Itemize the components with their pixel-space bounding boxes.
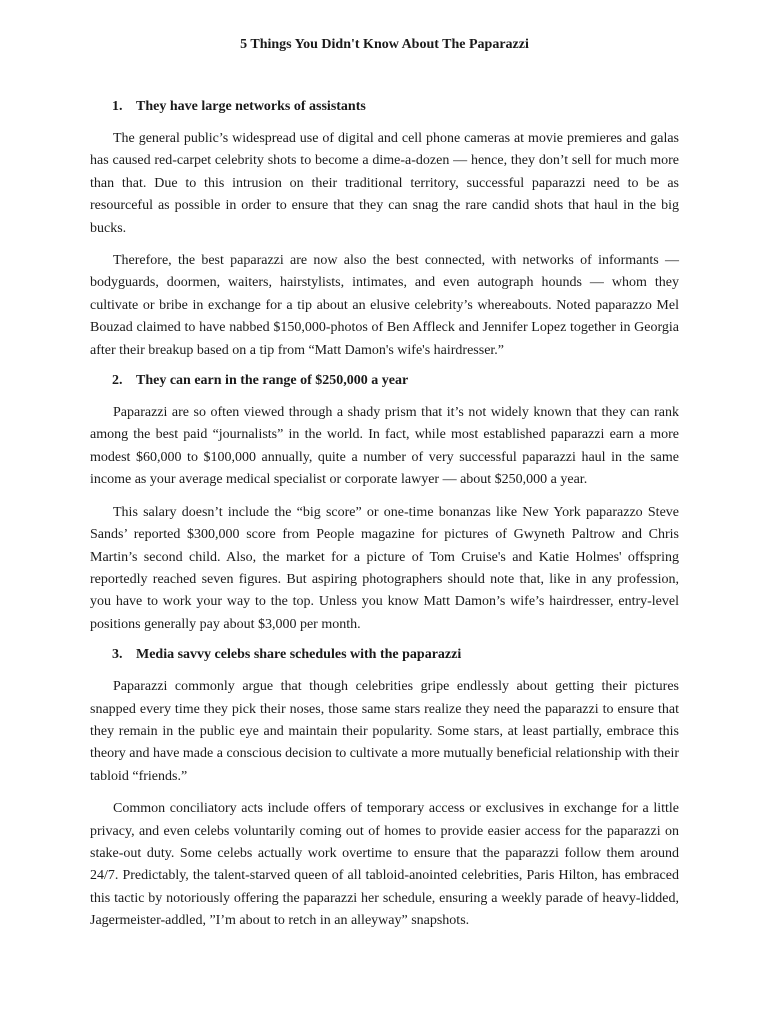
section-2 xyxy=(90,372,679,636)
section-number: 3. xyxy=(112,647,123,663)
paragraph: Paparazzi are so often viewed through a shady prism that it’s not widely known that they can rank among the best paid “journalists” in the world. In fact, while most established paparazzi earn a more modest $60,000 to $100,000 annually, quite a number of very successful paparazzi haul in the same income as your average medical specialist or corporate lawyer — about $250,000 a year. xyxy=(90,405,679,488)
paragraph: Paparazzi commonly argue that though celebrities gripe endlessly about getting their pictures snapped every time they pick their noses, those same stars realize they need the paparazzi to ensure that they remain in the public eye and maintain their popularity. Some stars, at least partially, embrace this theory and have made a conscious decision to cultivate a more mutually beneficial relationship with their tabloid “friends.” xyxy=(90,679,679,784)
section-heading xyxy=(90,372,679,390)
section-heading-text: They have large networks of assistants xyxy=(136,99,366,114)
section-3 xyxy=(90,646,679,932)
section-number: 2. xyxy=(112,373,123,389)
section-heading xyxy=(90,646,679,664)
paragraph: This salary doesn’t include the “big score” or one-time bonanzas like New York paparazzo Steve Sands’ reported $300,000 score from People magazine for pictures of Gwyneth Paltrow and Chris Martin’s second child. Also, the market for a picture of Tom Cruise's and Katie Holmes' offspring reportedly reached seven figures. But aspiring photographers should note that, like in any profession, you have to work your way to the top. Unless you know Matt Damon’s wife’s hairdresser, entry-level positions generally pay about $3,000 per month. xyxy=(90,504,679,632)
section-number: 1. xyxy=(112,99,123,114)
section-heading-text: Media savvy celebs share schedules with the paparazzi xyxy=(136,647,462,663)
paragraph: The general public’s widespread use of digital and cell phone cameras at movie premieres and galas has caused red-carpet celebrity shots to become a dime-a-dozen — hence, they don’t sell for much more than that. Due to this intrusion on their traditional territory, successful paparazzi need to be as resourceful as possible in order to ensure that they can snag the rare candid shots that haul in the big bucks. xyxy=(90,131,679,236)
section-heading-text: They can earn in the range of $250,000 a year xyxy=(136,373,409,389)
document-title: 5 Things You Didn't Know About The Paparazzi xyxy=(240,37,529,52)
paragraph: Common conciliatory acts include offers of temporary access or exclusives in exchange for a little privacy, and even celebs voluntarily coming out of homes to provide easier access for the paparazzi on stake-out duty. Some celebs actually work overtime to ensure that the paparazzi follow them around 24/7. Predictably, the talent-starved queen of all tabloid-anointed celebrities, Paris Hilton, has embraced this tactic by notoriously offering the paparazzi her schedule, ensuring a weekly parade of heavy-lidded, Jagermeister-addled, ”I’m about to retch in an alleyway” snapshots. xyxy=(90,801,679,929)
paragraph: Therefore, the best paparazzi are now also the best connected, with networks of informants — bodyguards, doormen, waiters, hairstylists, intimates, and even autograph hounds — whom they cultivate or bribe in exchange for a tip about an elusive celebrity’s whereabouts. Noted paparazzo Mel Bouzad claimed to have nabbed $150,000-photos of Ben Affleck and Jennifer Lopez together in Georgia after their breakup based on a tip from “Matt Damon's wife's hairdresser.” xyxy=(90,253,679,358)
section-heading xyxy=(90,98,679,116)
section-1 xyxy=(90,98,679,362)
